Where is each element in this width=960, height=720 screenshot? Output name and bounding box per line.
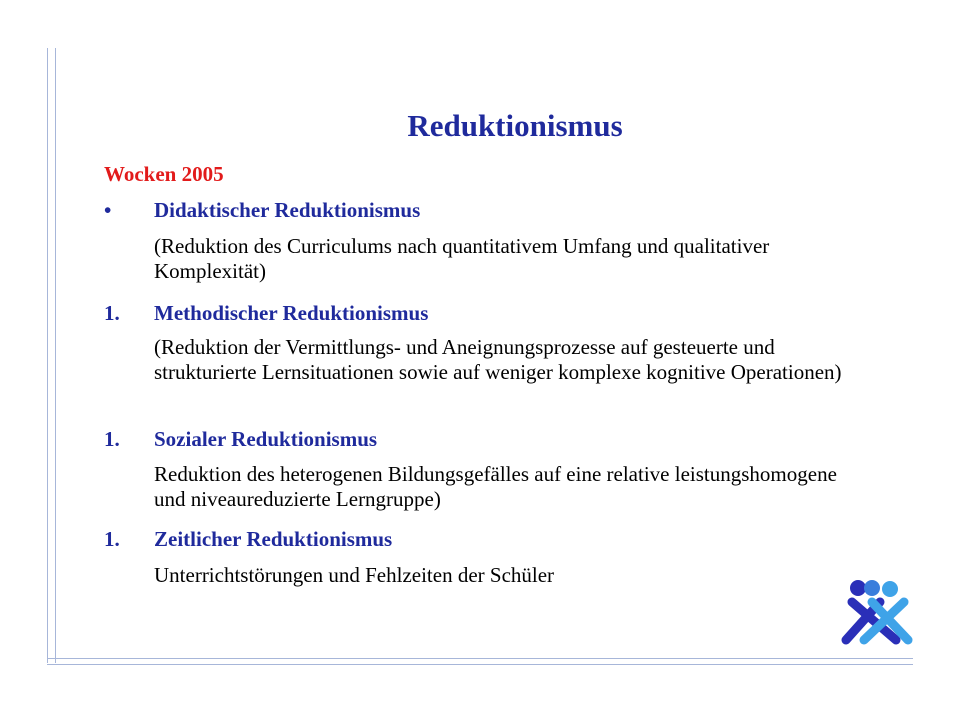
list-item-description: Reduktion des heterogenen Bildungsgefälles auf eine relative leistungshomogene und niveaureduzierte Lerngruppe)	[154, 462, 837, 511]
list-item	[104, 527, 844, 552]
list-item-description: (Reduktion des Curriculums nach quantitativem Umfang und qualitativer Komplexität)	[154, 234, 770, 283]
list-item-heading: Sozialer Reduktionismus	[154, 427, 378, 451]
number-marker: 1.	[104, 527, 120, 551]
bullet-marker: •	[104, 198, 112, 222]
list-item-description: Unterrichtstörungen und Fehlzeiten der Schüler	[154, 563, 555, 587]
number-marker: 1.	[104, 427, 120, 451]
slide-subtitle: Wocken 2005	[104, 162, 224, 186]
list-item	[104, 301, 844, 326]
list-item-heading: Didaktischer Reduktionismus	[154, 198, 421, 222]
list-item-heading: Zeitlicher Reduktionismus	[154, 527, 393, 551]
slide-frame-horizontal	[47, 658, 913, 665]
list-item-heading: Methodischer Reduktionismus	[154, 301, 429, 325]
number-marker: 1.	[104, 301, 120, 325]
slide-title: Reduktionismus	[407, 108, 623, 143]
list-item	[104, 427, 844, 452]
people-group-logo-icon	[838, 578, 916, 658]
list-item-description: (Reduktion der Vermittlungs- und Aneignungsprozesse auf gesteuerte und strukturierte Lernsituationen sowie auf weniger komplexe kognitive Operationen)	[154, 335, 842, 384]
list-item	[104, 198, 844, 223]
